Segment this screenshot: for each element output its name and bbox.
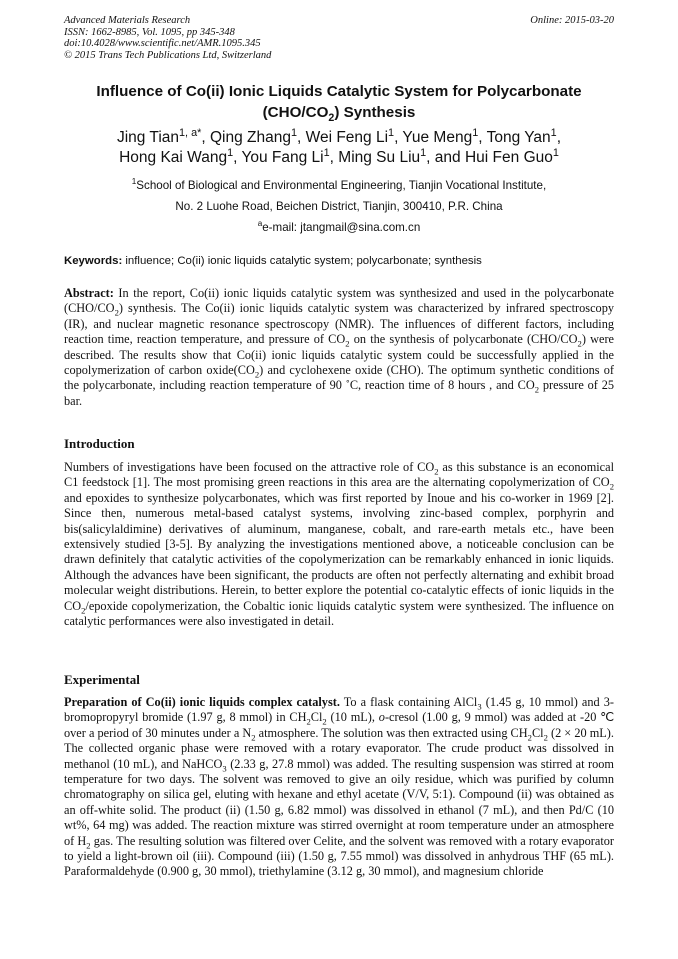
title-line-2 <box>64 102 614 123</box>
author: Jing Tian$^{1, a*}$ <box>116 126 202 146</box>
introduction-body: Numbers of investigations have been focused on the attractive role of $CO_2$ as this substance is an economical C1 feedstock [1]. The most promising green reactions in this area are the alternating copolymerization of $CO_2$ and epoxides to synthesize polycarbonates, which was first reported by Inoue and his co-worker in 1969 [2]. Since then, numerous metal-based catalyst systems, involving zinc-based complex, porphyrin and bis(salicylaldimine) derivatives of aluminum, manganese, cobalt, and rare-earth metals etc., have been extensively studied [3-5]. By analyzing the investigations mentioned above, a noticeable conclusion can be drawn definitely that catalytic activities of the copolymerization can be remarkably enhanced in ionic liquids. Although the advances have been significant, the products are often not perfectly alternating and exhibit broad molecular weight distributions. Herein, to better explore the potential co-catalytic effects of ionic liquids in the $CO_2$/epoxide copolymerization, the Cobaltic ionic liquids catalytic system were synthesized. The influence on catalytic performances were also investigated in detail. <box>64 460 615 629</box>
online-date: Online: 2015-03-20 <box>530 15 614 26</box>
author: Tong Yan$^1$ <box>486 126 557 146</box>
experimental-heading: Experimental <box>64 672 140 687</box>
affiliation-block <box>64 175 614 238</box>
title-text: (CHO/CO <box>262 104 329 121</box>
journal-name: Advanced Materials Research <box>64 15 191 26</box>
author: Wei Feng Li$^1$ <box>305 126 395 146</box>
copyright-line: © 2015 Trans Tech Publications Ltd, Switzerland <box>64 49 272 61</box>
experimental-body: Preparation of Co(ii) ionic liquids complex catalyst. To a flask containing AlCl$_3$ (1.45 g, 10 mmol) and 3-bromopropyryl bromide (1.97 g, 8 mmol) in $CH_2Cl_2$ (10 mL), o-cresol (1.00 g, 9 mmol) was added at -20 ℃ over a period of 30 minutes under a $N_2$ atmosphere. The solution was then extracted using $CH_2Cl_2$ (2 × 20 mL). The collected organic phase were removed with a rotary evaporator. The crude product was dissolved in methanol (10 mL), and NaHCO$_3$ (2.33 g, 27.8 mmol) was added. The resulting suspension was stirred at room temperature for two days. The solvent was removed to give an oily residue, which was purified by column chromatography on silica gel, eluting with hexane and ethyl acetate (V/V, 5:1). Compound (ii) was obtained as an off-white solid. The product (ii) (1.50 g, 6.82 mmol) was dissolved in ethanol (7 mL), and then Pd/C (10 wt%, 64 mg) was added. The reaction mixture was stirred overnight at room temperature under an atmosphere of $H_2$ gas. The resulting solution was filtered over Celite, and the solvent was removed with a rotary evaporator to yield a light-brown oil (iii). Compound (iii) (1.50 g, 7.55 mmol) was dissolved in anhydrous THF (65 mL). Paraformaldehyde (0.900 g, 30 mmol), triethylamine (3.12 g, 30 mmol), and magnesium chloride <box>64 695 615 879</box>
abstract: Abstract: In the report, Co(ii) ionic liquids catalytic system was synthesized and used in the polycarbonate $(CHO/CO_2)$ synthesis. The Co(ii) ionic liquids catalytic system was characterized by infrared spectroscopy (IR), and nuclear magnetic resonance spectroscopy (NMR). The influences of different factors, including reaction time, reaction temperature, and pressure of $CO_2$ on the synthesis of polycarbonate $(CHO/CO_2)$ were described. The results show that Co(ii) ionic liquids catalytic system could be successfully applied in the copolymerization of carbon $oxide(CO_2)$ and cyclohexene oxide (CHO). The optimum synthetic conditions of the polycarbonate, including reaction temperature of 90 ˚C, reaction time of 8 hours , and $CO_2$ pressure of 25 bar. <box>64 286 614 408</box>
paper-title <box>64 81 614 123</box>
title-subscript: 2 <box>328 112 335 125</box>
author-list <box>64 128 614 168</box>
experimental-lead: Preparation of Co(ii) ionic liquids complex catalyst. <box>64 695 340 709</box>
author: Hong Kai Wang$^1$ <box>119 146 234 166</box>
author: Yue Meng$^1$ <box>402 126 479 146</box>
keywords <box>64 255 614 267</box>
author: Hui Fen Guo$^1$ <box>464 146 559 166</box>
author: Qing Zhang$^1$ <box>209 126 297 146</box>
author-line-1: Jing Tian$^{1, a*}$, Qing Zhang$^1$, Wei Feng Li$^1$, Yue Meng$^1$, Tong Yan$^1$, <box>116 126 562 146</box>
author-line-2: Hong Kai Wang$^1$, You Fang Li$^1$, Ming Su Liu$^1$, and Hui Fen Guo$^1$ <box>119 146 559 166</box>
introduction-heading: Introduction <box>64 436 135 451</box>
journal-header <box>64 15 271 61</box>
keywords-text: influence; Co(ii) ionic liquids catalytic system; polycarbonate; synthesis <box>125 255 482 267</box>
title-text: ) Synthesis <box>334 104 416 121</box>
author: Ming Su Liu$^1$ <box>338 146 427 166</box>
keywords-label: Keywords: <box>64 255 123 267</box>
title-line-1: Influence of Co(ii) Ionic Liquids Catalytic System for Polycarbonate <box>96 83 582 100</box>
author: You Fang Li$^1$ <box>241 146 330 166</box>
email-line[interactable]: $^a$e-mail: jtangmail@sina.com.cn <box>257 219 421 234</box>
author-conjunction: and <box>434 149 461 166</box>
abstract-label: Abstract: <box>64 286 114 300</box>
doi-line[interactable]: doi:10.4028/www.scientific.net/AMR.1095.345 <box>64 38 261 50</box>
issn-line: ISSN: 1662-8985, Vol. 1095, pp 345-348 <box>64 26 235 38</box>
affiliation-line-1: $^1$School of Biological and Environmental Engineering, Tianjin Vocational Institute, <box>131 177 547 192</box>
affiliation-line-2: No. 2 Luohe Road, Beichen District, Tianjin, 300410, P.R. China <box>175 200 503 213</box>
